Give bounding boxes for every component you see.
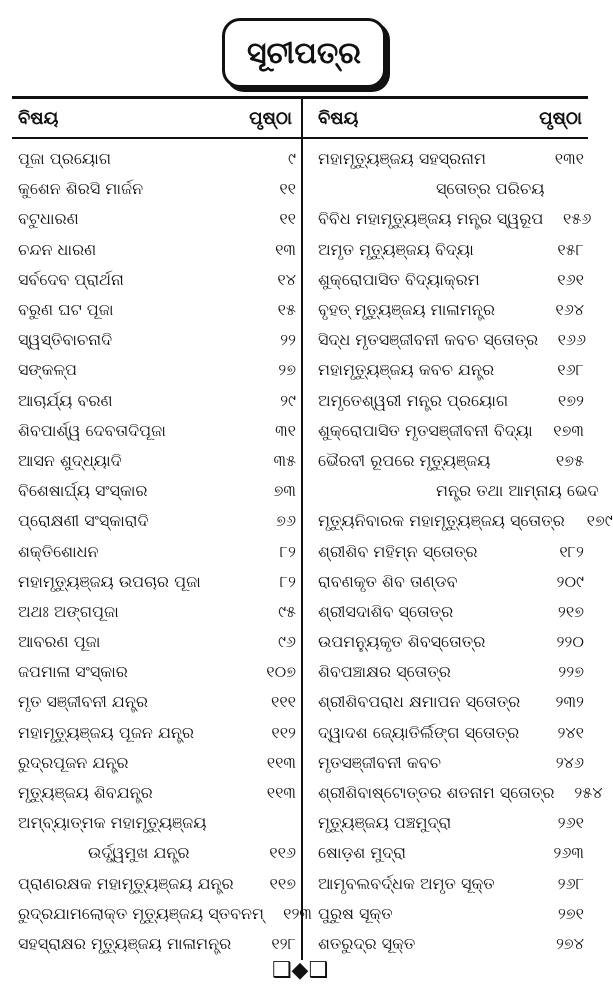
entry-page-number: ୨୧୭ <box>557 601 584 621</box>
entry-page-number: ୮୨ <box>279 541 296 561</box>
contents-row <box>18 687 296 717</box>
entry-page-number: ୧୩୧ <box>554 149 584 169</box>
entry-title: ଅମୃତ ମୃତ୍ୟୁଞ୍ଜୟ ବିଦ୍ୟା <box>318 239 474 259</box>
entry-title: ରୁଦ୍ରପୂଜନ ଯନ୍ତ୍ର <box>18 752 129 772</box>
contents-row <box>18 808 296 838</box>
entry-page-number: ୧୧୧ <box>270 692 296 712</box>
contents-row <box>18 386 296 416</box>
contents-row <box>18 416 296 446</box>
entry-title: ଆମୃବଲବର୍ଦ୍ଧକ ଅମୃତ ସୂକ୍ତ <box>318 873 495 893</box>
contents-row <box>318 627 584 657</box>
contents-row <box>318 597 584 627</box>
contents-row <box>318 536 584 566</box>
contents-row <box>18 446 296 476</box>
contents-row <box>18 174 296 204</box>
entry-title: ମୃତ୍ୟୁଞ୍ଜୟ ଶିବଯନ୍ତ୍ର <box>18 783 153 803</box>
entry-title: ଉର୍ଦ୍ଧ୍ୱମୁଖ ଯନ୍ତ୍ର <box>88 843 190 863</box>
contents-row <box>18 265 296 295</box>
contents-row <box>318 295 584 325</box>
entry-page-number: ୨୨ <box>280 330 296 350</box>
entry-page-number: ୧୨୮ <box>271 933 296 953</box>
entry-page-number: ୧୬୬ <box>557 330 587 350</box>
contents-row <box>18 536 296 566</box>
entry-title: ମହାମୃତ୍ୟୁଞ୍ଜୟ ପୂଜନ ଯନ୍ତ୍ର <box>18 722 195 742</box>
contents-row <box>18 325 296 355</box>
contents-row <box>318 899 584 929</box>
contents-row <box>18 869 296 899</box>
entry-title: ମୃତସଞ୍ଜୀବନୀ କବଚ <box>318 752 441 772</box>
contents-row <box>18 778 296 808</box>
entry-page-number: ୨୬୩ <box>553 843 584 863</box>
contents-row <box>318 265 584 295</box>
entry-title: ରୁଦ୍ରଯାମଲୋକ୍ତ ମୃତ୍ୟୁଞ୍ଜୟ ସ୍ତବନମ୍ <box>18 903 264 923</box>
entry-title: ସହସ୍ରାକ୍ଷର ମୃତ୍ୟୁଞ୍ଜୟ ମାଳାମନ୍ତ୍ର <box>18 933 232 953</box>
entry-page-number: ୨୭୧ <box>557 903 584 923</box>
entry-title: ଶ୍ରୀଶିବ ମହିମ୍ନ ସ୍ତୋତ୍ର <box>318 541 478 561</box>
entry-title: ସର୍ବଦେବ ପ୍ରାର୍ଥନା <box>18 269 124 289</box>
entry-title: ଶିବପଞ୍ଚାକ୍ଷର ସ୍ତୋତ୍ର <box>318 662 451 682</box>
column-divider <box>301 96 303 960</box>
contents-row <box>318 718 584 748</box>
subject-heading: ବିଷୟ <box>318 107 359 129</box>
entry-title: ଶତରୁଦ୍ର ସୂକ୍ତ <box>318 933 416 953</box>
contents-row <box>18 355 296 385</box>
entry-title: ପ୍ରୋକ୍ଷଣୀ ସଂସ୍କାରାଦି <box>18 511 149 531</box>
entry-title: ଚନ୍ଦନ ଧାରଣ <box>18 239 97 259</box>
entry-title: ସ୍ତୋତ୍ର ପରିଚୟ <box>436 179 545 199</box>
contents-row <box>318 567 584 597</box>
entry-title: ସିଦ୍ଧ ମୃତସଞ୍ଜୀବନୀ କବଚ ସ୍ତୋତ୍ର <box>318 330 539 350</box>
entry-title: ଅମ୍ବ୍ୟାତ୍ମକ ମହାମୃତ୍ୟୁଞ୍ଜୟ <box>18 813 207 833</box>
entry-page-number: ୨୪୬ <box>555 752 584 772</box>
entry-page-number: ୭୬ <box>276 511 296 531</box>
contents-row <box>18 567 296 597</box>
contents-row <box>318 748 584 778</box>
contents-row <box>18 506 296 536</box>
entry-title: ମୃତ୍ୟୁଞ୍ଜୟ ପଞ୍ଚମୁଦ୍ରା <box>318 813 452 833</box>
entry-page-number: ୨୭ <box>278 360 296 380</box>
contents-row <box>18 597 296 627</box>
contents-row <box>318 476 599 506</box>
entry-title: ବିଶେଷାର୍ଘ୍ୟ ସଂସ୍କାର <box>18 481 148 501</box>
contents-row <box>318 446 584 476</box>
left-contents-list <box>18 144 312 959</box>
contents-row <box>318 204 592 234</box>
contents-row <box>18 929 296 959</box>
entry-page-number: ୨୩୨ <box>555 692 584 712</box>
entry-page-number: ୧୧୭ <box>269 873 296 893</box>
entry-page-number: ୩୫ <box>273 450 296 470</box>
entry-page-number: ୧୫ <box>277 300 296 320</box>
left-column-header <box>18 102 292 134</box>
entry-page-number: ୧୪ <box>277 269 296 289</box>
entry-page-number: ୧୧୨ <box>271 722 296 742</box>
entry-page-number: ୨୬୧ <box>557 813 584 833</box>
entry-title: ଶ୍ରୀଶିବପରାଧ କ୍ଷମାପନ ସ୍ତୋତ୍ର <box>318 692 521 712</box>
entry-title: ଶ୍ରୀସଦାଶିବ ସ୍ତୋତ୍ର <box>318 601 454 621</box>
entry-title: ମହାମୃତ୍ୟୁଞ୍ଜୟ ସହସ୍ରନାମ <box>318 149 486 169</box>
contents-row <box>318 929 584 959</box>
contents-row <box>318 687 584 717</box>
entry-page-number: ୧୬୮ <box>557 360 584 380</box>
entry-title: ବରୁଣ ଘଟ ପୂଜା <box>18 300 114 320</box>
page-heading: ପୃଷ୍ଠା <box>539 107 582 129</box>
entry-page-number: ୧୧୩ <box>266 752 296 772</box>
entry-page-number: ୧୧୩ <box>266 783 296 803</box>
entry-title: ପ୍ରାଣରକ୍ଷକ ମହାମୃତ୍ୟୁଞ୍ଜୟ ଯନ୍ତ୍ର <box>18 873 234 893</box>
entry-title: ବିବିଧ ମହାମୃତ୍ୟୁଞ୍ଜୟ ମନ୍ତ୍ର ସ୍ୱରୂପ <box>318 209 544 229</box>
entry-title: ମହାମୃତ୍ୟୁଞ୍ଜୟ ଉପଚାର ପୂଜା <box>18 571 201 591</box>
entry-page-number: ୧୫୬ <box>563 209 592 229</box>
entry-page-number: ୧୫୮ <box>557 239 584 259</box>
entry-page-number: ୧୭୨ <box>557 390 584 410</box>
entry-page-number: ୧୩ <box>275 239 296 259</box>
contents-row <box>18 748 296 778</box>
contents-row <box>318 355 584 385</box>
entry-page-number: ୯ <box>288 149 296 169</box>
right-column-header <box>318 102 582 134</box>
page-title: ସୂଚୀପତ୍ର <box>222 18 386 88</box>
entry-page-number: ୨୨୦ <box>556 632 584 652</box>
entry-title: ଆଚାର୍ଯ୍ୟ ବରଣ <box>18 390 113 410</box>
entry-title: ଶକ୍ତିଶୋଧନ <box>18 541 99 561</box>
entry-title: କୁଶେନ ଶିରସି ମାର୍ଜନ <box>18 179 144 199</box>
contents-row <box>18 657 296 687</box>
entry-title: ଦ୍ୱାଦଶ ଜ୍ୟୋତିର୍ଲିଙ୍ଗ ସ୍ତୋତ୍ର <box>318 722 520 742</box>
entry-title: ମନ୍ତ୍ର ତଥା ଆମ୍ନାୟ ଭେଦ <box>436 481 599 501</box>
entry-title: ରାବଣକୃତ ଶିବ ତାଣ୍ଡବ <box>318 571 458 591</box>
contents-row <box>318 869 584 899</box>
contents-row <box>18 295 296 325</box>
entry-page-number: ୧୦୭ <box>266 662 296 682</box>
entry-page-number: ୧୮୨ <box>559 541 584 561</box>
entry-page-number: ୭୩ <box>273 481 296 501</box>
entry-title: ଅଥଃ ଅଙ୍ଗପୂଜା <box>18 601 119 621</box>
entry-page-number: ୮୨ <box>279 571 296 591</box>
subject-heading: ବିଷୟ <box>18 107 59 129</box>
entry-page-number: ୨୦୯ <box>556 571 584 591</box>
entry-page-number: ୧୧ <box>279 209 296 229</box>
contents-row <box>18 627 296 657</box>
entry-title: ସଙ୍କଳ୍ପ <box>18 360 78 380</box>
entry-page-number: ୧୨୩ <box>283 903 312 923</box>
entry-title: ଷୋଡ଼ଶ ମୁଦ୍ରା <box>318 843 407 863</box>
page-heading: ପୃଷ୍ଠା <box>249 107 292 129</box>
entry-page-number: ୨୬୮ <box>557 873 584 893</box>
entry-title: ଶ୍ରୀଶିବାଷ୍ଟୋତ୍ତର ଶତନାମ ସ୍ତୋତ୍ର <box>318 783 555 803</box>
contents-row <box>18 718 296 748</box>
top-rule <box>12 96 588 99</box>
entry-title: ଉପମନ୍ୟୁକୃତ ଶିବସ୍ତୋତ୍ର <box>318 632 486 652</box>
entry-title: ମୃତ ସଞ୍ଜୀବନୀ ଯନ୍ତ୍ର <box>18 692 149 712</box>
entry-page-number: ୧୬୧ <box>557 269 584 289</box>
entry-title: ଭୈରବୀ ରୂପରେ ମୃତ୍ୟୁଞ୍ଜୟ <box>318 450 491 470</box>
contents-row <box>318 325 587 355</box>
contents-row <box>18 476 296 506</box>
contents-row <box>318 174 584 204</box>
contents-row <box>318 778 603 808</box>
entry-page-number: ୨୫୪ <box>574 783 603 803</box>
contents-row <box>318 235 584 265</box>
entry-page-number: ୯୫ <box>278 601 296 621</box>
contents-row <box>18 899 312 929</box>
header-rule <box>12 137 588 139</box>
right-contents-list <box>318 144 613 959</box>
entry-title: ଜପମାଳା ସଂସ୍କାର <box>18 662 128 682</box>
entry-page-number: ୧୭୯ <box>586 511 613 531</box>
entry-page-number: ୨୨୭ <box>558 662 584 682</box>
entry-title: ଶିବପାର୍ଶ୍ୱ ଦେବତାଦିପୂଜା <box>18 420 166 440</box>
contents-row <box>318 416 584 446</box>
contents-row <box>18 838 296 868</box>
contents-row <box>18 204 296 234</box>
entry-title: ଶୁକ୍ରୋପାସିତ ମୃତସଞ୍ଜୀବନୀ ବିଦ୍ୟା <box>318 420 533 440</box>
contents-row <box>318 838 584 868</box>
entry-page-number: ୧୧ <box>279 179 296 199</box>
contents-row <box>318 808 584 838</box>
contents-row <box>18 235 296 265</box>
entry-page-number: ୨୯ <box>280 390 296 410</box>
entry-title: ପୁରୁଷ ସୂକ୍ତ <box>318 903 393 923</box>
footer-ornament: ❑◆❑ <box>271 958 329 983</box>
entry-title: ମହାମୃତ୍ୟୁଞ୍ଜୟ କବଚ ଯନ୍ତ୍ର <box>318 360 495 380</box>
entry-page-number: ୨୭୪ <box>555 933 584 953</box>
entry-page-number: ୨୪୧ <box>557 722 584 742</box>
entry-title: ଆସନ ଶୁଦ୍ଧ୍ୟାଦି <box>18 450 122 470</box>
contents-row <box>318 144 584 174</box>
contents-row <box>318 657 584 687</box>
entry-page-number: ୧୭୩ <box>553 420 584 440</box>
entry-title: ଆବରଣ ପୂଜା <box>18 632 101 652</box>
entry-title: ବଟୁଧାରଣ <box>18 209 79 229</box>
entry-page-number: ୯୬ <box>277 632 296 652</box>
contents-row <box>318 506 613 536</box>
entry-page-number: ୧୭୫ <box>555 450 584 470</box>
entry-title: ସ୍ୱସ୍ତିବାଚନାଦି <box>18 330 113 350</box>
entry-title: ମୃତ୍ୟୁନିବାରକ ମହାମୃତ୍ୟୁଞ୍ଜୟ ସ୍ତୋତ୍ର <box>318 511 565 531</box>
contents-row <box>318 386 584 416</box>
entry-title: ପୂଜା ପ୍ରୟୋଗ <box>18 149 112 169</box>
entry-title: ଶୁକ୍ରୋପାସିତ ବିଦ୍ୟାକ୍ରମ <box>318 269 480 289</box>
entry-page-number: ୧୬୪ <box>555 300 584 320</box>
entry-title: ବୃହତ୍ ମୃତ୍ୟୁଞ୍ଜୟ ମାଳାମନ୍ତ୍ର <box>318 300 495 320</box>
entry-page-number: ୩୧ <box>275 420 296 440</box>
entry-page-number: ୧୧୬ <box>269 843 296 863</box>
entry-title: ଅମୃତେଶ୍ୱରୀ ମନ୍ତ୍ର ପ୍ରୟୋଗ <box>318 390 509 410</box>
contents-row <box>18 144 296 174</box>
